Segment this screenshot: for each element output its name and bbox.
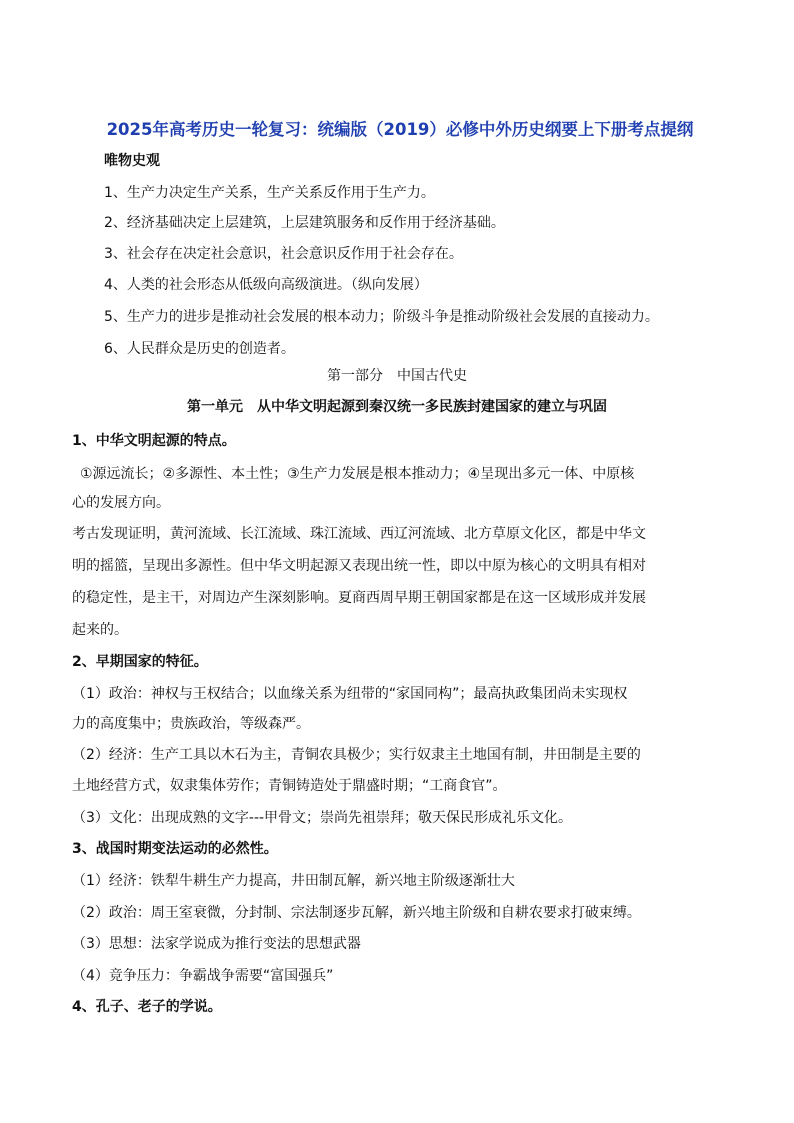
section-line: （3）文化：出现成熟的文字---甲骨文；崇尚先祖崇拜；敬天保民形成礼乐文化。	[72, 810, 573, 826]
unit-title: 第一单元 从中华文明起源到秦汉统一多民族封建国家的建立与巩固	[187, 399, 607, 415]
section-line: （3）思想：法家学说成为推行变法的思想武器	[72, 936, 361, 952]
section-line: 明的摇篮，呈现出多源性。但中华文明起源又表现出统一性，即以中原为核心的文明具有相对	[72, 558, 646, 574]
section-line: ①源远流长；②多源性、本土性；③生产力发展是根本推动力；④呈现出多元一体、中原核	[80, 466, 635, 482]
materialism-item: 3、社会存在决定社会意识，社会意识反作用于社会存在。	[104, 246, 463, 262]
section-heading: 2、早期国家的特征。	[72, 654, 208, 670]
section-line: （1）经济：铁犁牛耕生产力提高，井田制瓦解，新兴地主阶级逐渐壮大	[72, 873, 515, 889]
section-line: 起来的。	[72, 622, 128, 638]
section-line: 心的发展方向。	[72, 495, 170, 511]
materialism-item: 5、生产力的进步是推动社会发展的根本动力；阶级斗争是推动阶级社会发展的直接动力。	[104, 309, 659, 325]
section-heading: 1、中华文明起源的特点。	[72, 433, 236, 449]
section-line: 的稳定性，是主干，对周边产生深刻影响。夏商西周早期王朝国家都是在这一区域形成并发展	[72, 590, 646, 606]
section-line: 土地经营方式，奴隶集体劳作；青铜铸造处于鼎盛时期；“工商食官”。	[72, 778, 507, 794]
document-title: 2025年高考历史一轮复习：统编版（2019）必修中外历史纲要上下册考点提纲	[106, 120, 694, 139]
materialism-item: 4、人类的社会形态从低级向高级演进。（纵向发展）	[104, 277, 428, 293]
materialism-heading: 唯物史观	[104, 153, 160, 169]
section-line: （2）经济：生产工具以木石为主，青铜农具极少；实行奴隶主土地国有制，井田制是主要的	[72, 747, 641, 763]
section-line: 力的高度集中；贵族政治，等级森严。	[72, 716, 310, 732]
section-heading: 3、战国时期变法运动的必然性。	[72, 841, 278, 857]
section-line: （1）政治：神权与王权结合；以血缘关系为纽带的“家国同构”；最高执政集团尚未实现权	[72, 686, 628, 702]
section-line: （4）竞争压力：争霸战争需要“富国强兵”	[72, 968, 334, 984]
section-heading: 4、孔子、老子的学说。	[72, 999, 222, 1015]
section-line: 考古发现证明，黄河流域、长江流域、珠江流域、西辽河流域、北方草原文化区，都是中华文	[72, 526, 646, 542]
materialism-item: 1、生产力决定生产关系，生产关系反作用于生产力。	[104, 185, 435, 201]
part-title: 第一部分 中国古代史	[327, 368, 467, 384]
materialism-item: 6、人民群众是历史的创造者。	[104, 341, 295, 357]
section-line: （2）政治：周王室衰微，分封制、宗法制逐步瓦解，新兴地主阶级和自耕农要求打破束缚。	[72, 905, 641, 921]
materialism-item: 2、经济基础决定上层建筑，上层建筑服务和反作用于经济基础。	[104, 215, 505, 231]
